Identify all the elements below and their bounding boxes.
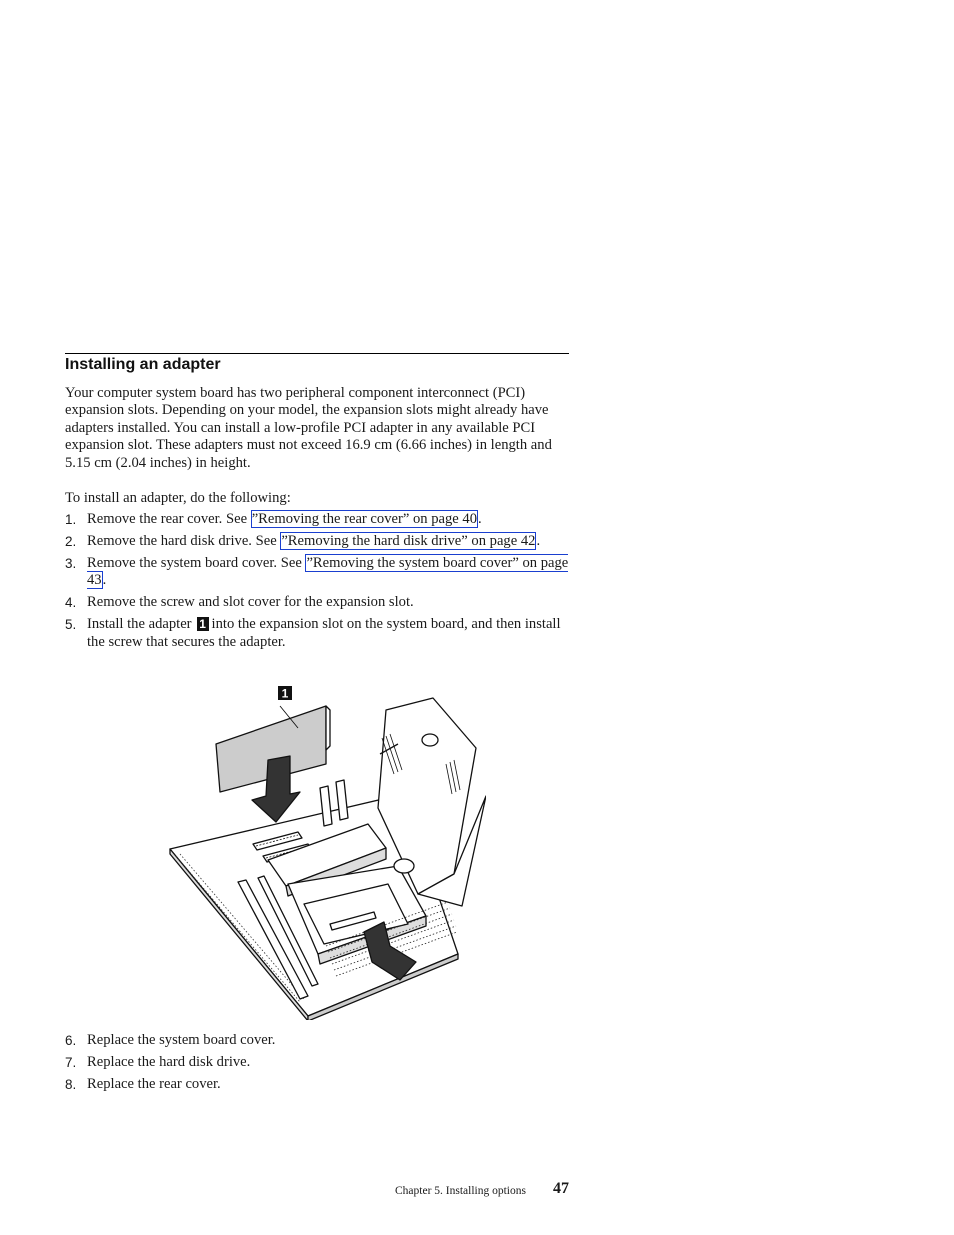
- step-punct: .: [102, 572, 107, 589]
- step-text: Remove the screw and slot cover for the expansion slot.: [87, 594, 414, 611]
- chapter-title: Chapter 5. Installing options: [395, 1185, 526, 1197]
- page-number: 47: [553, 1180, 569, 1197]
- list-item: [65, 555, 571, 590]
- list-item: [65, 594, 571, 611]
- section-rule: [65, 353, 569, 354]
- step-text: Remove the system board cover. See: [87, 555, 306, 571]
- list-item: [65, 533, 571, 550]
- step-text: Remove the rear cover. See: [87, 511, 251, 527]
- step-punct: .: [478, 511, 482, 527]
- adapter-illustration: [168, 684, 486, 1020]
- step-number: 2.: [65, 534, 77, 549]
- step-text: Replace the system board cover.: [87, 1032, 276, 1048]
- step-number: 6.: [65, 1033, 77, 1048]
- intro-paragraph: Your computer system board has two peripheral component interconnect (PCI) expansion slots. Depending on your model, the expansion slots might already have adapters installed. You can install a low-profile PCI adapter in any available PCI expansion slot. These adapters must not exceed 16.9 cm (6.66 inches) in length and 5.15 cm (2.04 inches) in height.: [65, 385, 552, 471]
- step-text: Replace the rear cover.: [87, 1076, 221, 1092]
- lead-paragraph: To install an adapter, do the following:: [65, 490, 291, 506]
- list-item: [65, 1054, 571, 1071]
- step-number: 5.: [65, 617, 77, 633]
- list-item: [65, 616, 571, 651]
- callout-badge: 1: [197, 617, 209, 631]
- step-text: Replace the hard disk drive.: [87, 1054, 251, 1070]
- step-punct: .: [536, 533, 541, 549]
- step-text: into the expansion slot on the system board, and then install the screw that secures the adapter.: [87, 616, 561, 650]
- step-text: Install the adapter: [87, 616, 192, 633]
- list-item: [65, 1076, 571, 1093]
- link-removing-system-board-cover[interactable]: ”Removing the system board cover” on page 43: [87, 555, 569, 589]
- link-removing-rear-cover[interactable]: ”Removing the rear cover” on page 40: [251, 511, 478, 527]
- step-number: 4.: [65, 595, 77, 611]
- figure-callout: 1: [281, 686, 289, 701]
- steps-list: [65, 511, 571, 656]
- step-number: 7.: [65, 1055, 77, 1070]
- step-number: 3.: [65, 556, 77, 571]
- list-item: [65, 1032, 571, 1049]
- adapter-installation-figure: [168, 684, 486, 1020]
- link-removing-hard-disk-drive[interactable]: ”Removing the hard disk drive” on page 42: [281, 533, 536, 549]
- step-number: 8.: [65, 1077, 77, 1092]
- step-number: 1.: [65, 512, 77, 527]
- list-item: [65, 511, 571, 528]
- step-text: Remove the hard disk drive. See: [87, 533, 281, 549]
- section-heading: Installing an adapter: [65, 356, 221, 373]
- steps-list-continued: [65, 1032, 571, 1098]
